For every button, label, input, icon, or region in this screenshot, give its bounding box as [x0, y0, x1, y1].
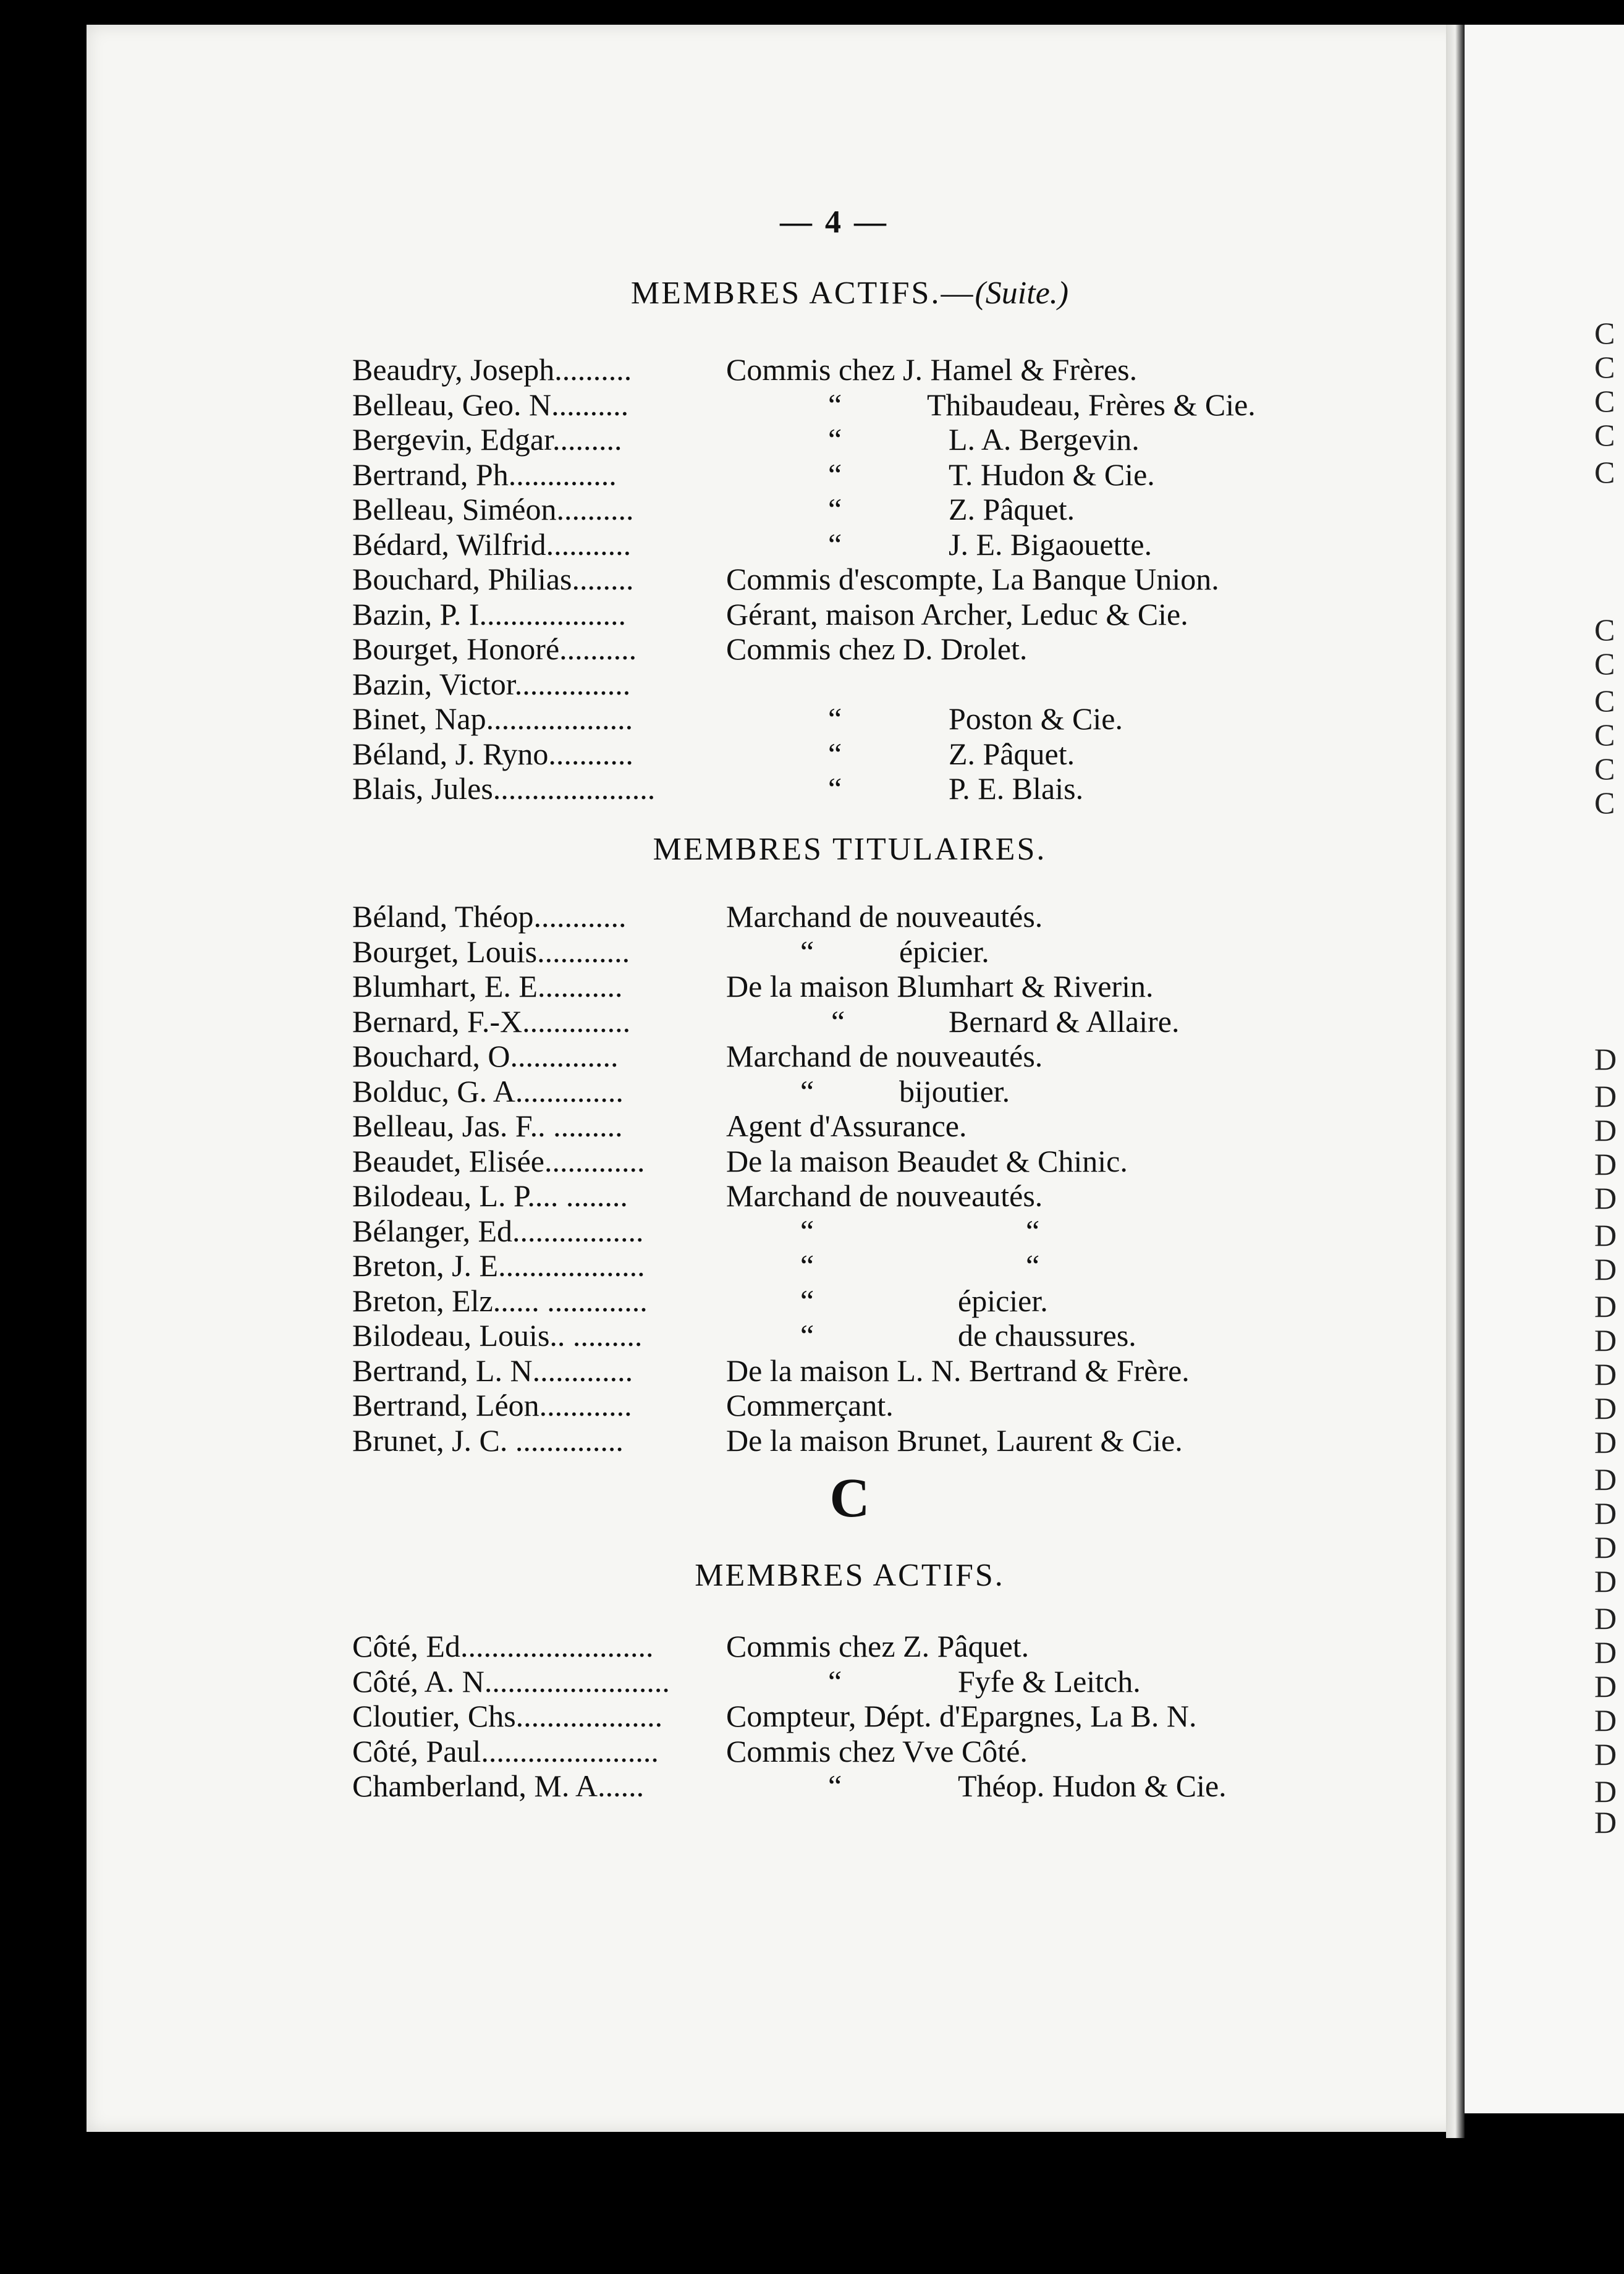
member-occupation: “ — [828, 457, 842, 492]
member-name: Béland, Théop............ — [352, 899, 627, 934]
edge-letter: D — [1594, 1323, 1617, 1358]
member-name: Belleau, Geo. N.......... — [352, 387, 629, 422]
member-employer: L. A. Bergevin. — [949, 422, 1140, 457]
member-name: Chamberland, M. A...... — [352, 1769, 645, 1803]
member-occupation: De la maison Blumhart & Riverin. — [726, 969, 1154, 1004]
member-employer: Thibaudeau, Frères & Cie. — [927, 387, 1256, 422]
member-employer: P. E. Blais. — [949, 771, 1084, 806]
member-name: Bouchard, Philias........ — [352, 562, 634, 596]
page-gutter — [1446, 25, 1465, 2138]
edge-letter: C — [1594, 683, 1615, 718]
edge-letter: D — [1594, 1805, 1617, 1840]
heading-text: MEMBRES ACTIFS.— — [630, 276, 975, 311]
member-occupation: “ — [828, 736, 842, 771]
edge-letter: C — [1594, 785, 1615, 820]
edge-letter: D — [1594, 1601, 1617, 1636]
member-occupation: Marchand de nouveautés. — [726, 1178, 1043, 1213]
edge-letter: D — [1594, 1042, 1617, 1076]
member-occupation: “ — [800, 1283, 814, 1318]
edge-letter: D — [1594, 1496, 1617, 1531]
edge-letter: C — [1594, 612, 1615, 647]
member-employer: Fyfe & Leitch. — [958, 1663, 1141, 1699]
member-name: Bernard, F.-X.............. — [352, 1004, 631, 1039]
member-occupation: “ — [800, 1248, 814, 1283]
member-name: Bertrand, Léon............ — [352, 1388, 632, 1422]
edge-letter: D — [1594, 1079, 1617, 1114]
member-occupation: “ — [828, 492, 842, 526]
edge-letter: D — [1594, 1462, 1617, 1497]
member-name: Beaudry, Joseph.......... — [352, 352, 632, 387]
edge-letter: C — [1594, 350, 1615, 384]
member-occupation: Commerçant. — [726, 1388, 894, 1422]
member-name: Blumhart, E. E........... — [352, 969, 623, 1004]
edge-letter: D — [1594, 1113, 1617, 1148]
member-occupation: “ — [828, 771, 842, 806]
edge-letter: C — [1594, 717, 1615, 752]
member-employer: “ — [1026, 1213, 1040, 1248]
member-name: Côté, Ed......................... — [352, 1629, 654, 1663]
edge-letter: D — [1594, 1289, 1617, 1324]
member-occupation: “ — [828, 1663, 842, 1699]
edge-letter: D — [1594, 1564, 1617, 1599]
edge-letter: D — [1594, 1252, 1617, 1287]
page-sheet — [87, 25, 1465, 2132]
edge-letter: C — [1594, 316, 1615, 350]
member-occupation: “ — [828, 387, 842, 422]
member-occupation: “ — [828, 526, 842, 562]
member-name: Bazin, P. I................... — [352, 596, 627, 632]
member-name: Bazin, Victor............... — [352, 666, 631, 701]
edge-letter: D — [1594, 1669, 1617, 1704]
edge-letter: D — [1594, 1737, 1617, 1772]
member-employer: épicier. — [899, 934, 989, 969]
member-name: Bertrand, L. N............. — [352, 1353, 633, 1388]
edge-letter: C — [1594, 384, 1615, 418]
member-name: Brunet, J. C. .............. — [352, 1422, 624, 1458]
member-name: Belleau, Siméon.......... — [352, 492, 634, 526]
member-employer: Poston & Cie. — [949, 701, 1123, 736]
member-name: Bilodeau, Louis.. ......... — [352, 1318, 643, 1353]
section-letter-c: C — [829, 1468, 870, 1529]
heading-suite: (Suite.) — [975, 276, 1069, 311]
edge-letter: D — [1594, 1774, 1617, 1809]
edge-letter: C — [1594, 418, 1615, 452]
member-employer: Théop. Hudon & Cie. — [958, 1769, 1227, 1803]
member-name: Côté, A. N........................ — [352, 1663, 670, 1699]
member-occupation: Commis chez Vve Côté. — [726, 1733, 1028, 1769]
member-employer: Z. Pâquet. — [949, 736, 1075, 771]
member-occupation: “ — [800, 1318, 814, 1353]
edge-letter: D — [1594, 1147, 1617, 1181]
member-occupation: De la maison Brunet, Laurent & Cie. — [726, 1422, 1183, 1458]
edge-letter: C — [1594, 455, 1615, 489]
member-occupation: Compteur, Dépt. d'Epargnes, La B. N. — [726, 1699, 1197, 1733]
member-name: Bourget, Honoré.......... — [352, 632, 637, 666]
member-occupation: Commis chez Z. Pâquet. — [726, 1629, 1030, 1663]
member-name: Beaudet, Elisée............. — [352, 1143, 645, 1178]
member-employer: J. E. Bigaouette. — [949, 526, 1152, 562]
member-occupation: “ — [800, 1073, 814, 1109]
member-occupation: “ — [828, 422, 842, 457]
member-name: Breton, Elz...... ............. — [352, 1283, 648, 1318]
section-heading-titulaires: MEMBRES TITULAIRES. — [653, 832, 1047, 867]
edge-letter: C — [1594, 646, 1615, 681]
member-name: Breton, J. E................... — [352, 1248, 645, 1283]
member-occupation: “ — [800, 934, 814, 969]
member-occupation: “ — [800, 1213, 814, 1248]
member-name: Bergevin, Edgar......... — [352, 422, 622, 457]
member-occupation: “ — [828, 1769, 842, 1803]
member-name: Béland, J. Ryno........... — [352, 736, 633, 771]
edge-letter: D — [1594, 1703, 1617, 1738]
member-occupation: “ — [831, 1004, 845, 1039]
member-occupation: Commis chez D. Drolet. — [726, 632, 1028, 666]
member-occupation: De la maison L. N. Bertrand & Frère. — [726, 1353, 1190, 1388]
page-number: — 4 — — [780, 205, 889, 240]
member-occupation: De la maison Beaudet & Chinic. — [726, 1143, 1128, 1178]
member-name: Belleau, Jas. F.. ......... — [352, 1109, 623, 1143]
edge-letter: D — [1594, 1530, 1617, 1565]
member-occupation: Gérant, maison Archer, Leduc & Cie. — [726, 596, 1188, 632]
member-occupation: “ — [828, 701, 842, 736]
member-name: Bertrand, Ph.............. — [352, 457, 617, 492]
section-heading-actifs-c: MEMBRES ACTIFS. — [695, 1558, 1005, 1593]
edge-letter: D — [1594, 1357, 1617, 1392]
member-name: Bourget, Louis............ — [352, 934, 630, 969]
member-employer: de chaussures. — [958, 1318, 1136, 1353]
edge-letter: C — [1594, 751, 1615, 786]
edge-letter: D — [1594, 1635, 1617, 1670]
member-name: Bilodeau, L. P.... ........ — [352, 1178, 628, 1213]
member-employer: épicier. — [958, 1283, 1048, 1318]
member-occupation: Commis d'escompte, La Banque Union. — [726, 562, 1219, 596]
member-employer: Z. Pâquet. — [949, 492, 1075, 526]
member-name: Bolduc, G. A.............. — [352, 1073, 624, 1109]
member-occupation: Marchand de nouveautés. — [726, 1039, 1043, 1073]
member-name: Bélanger, Ed................. — [352, 1213, 644, 1248]
member-name: Binet, Nap................... — [352, 701, 633, 736]
member-name: Cloutier, Chs................... — [352, 1699, 663, 1733]
member-employer: bijoutier. — [899, 1073, 1010, 1109]
edge-letter: D — [1594, 1181, 1617, 1215]
member-occupation: Marchand de nouveautés. — [726, 899, 1043, 934]
member-occupation: Agent d'Assurance. — [726, 1109, 967, 1143]
edge-letter: D — [1594, 1425, 1617, 1460]
edge-letter: D — [1594, 1218, 1617, 1253]
member-employer: T. Hudon & Cie. — [949, 457, 1155, 492]
member-employer: Bernard & Allaire. — [949, 1004, 1180, 1039]
member-occupation: Commis chez J. Hamel & Frères. — [726, 352, 1138, 387]
section-heading-actifs-suite — [470, 275, 1230, 311]
member-name: Blais, Jules..................... — [352, 771, 656, 806]
member-name: Côté, Paul....................... — [352, 1733, 659, 1769]
member-employer: “ — [1026, 1248, 1040, 1283]
member-name: Bouchard, O.............. — [352, 1039, 619, 1073]
member-name: Bédard, Wilfrid........... — [352, 526, 632, 562]
edge-letter: D — [1594, 1391, 1617, 1426]
